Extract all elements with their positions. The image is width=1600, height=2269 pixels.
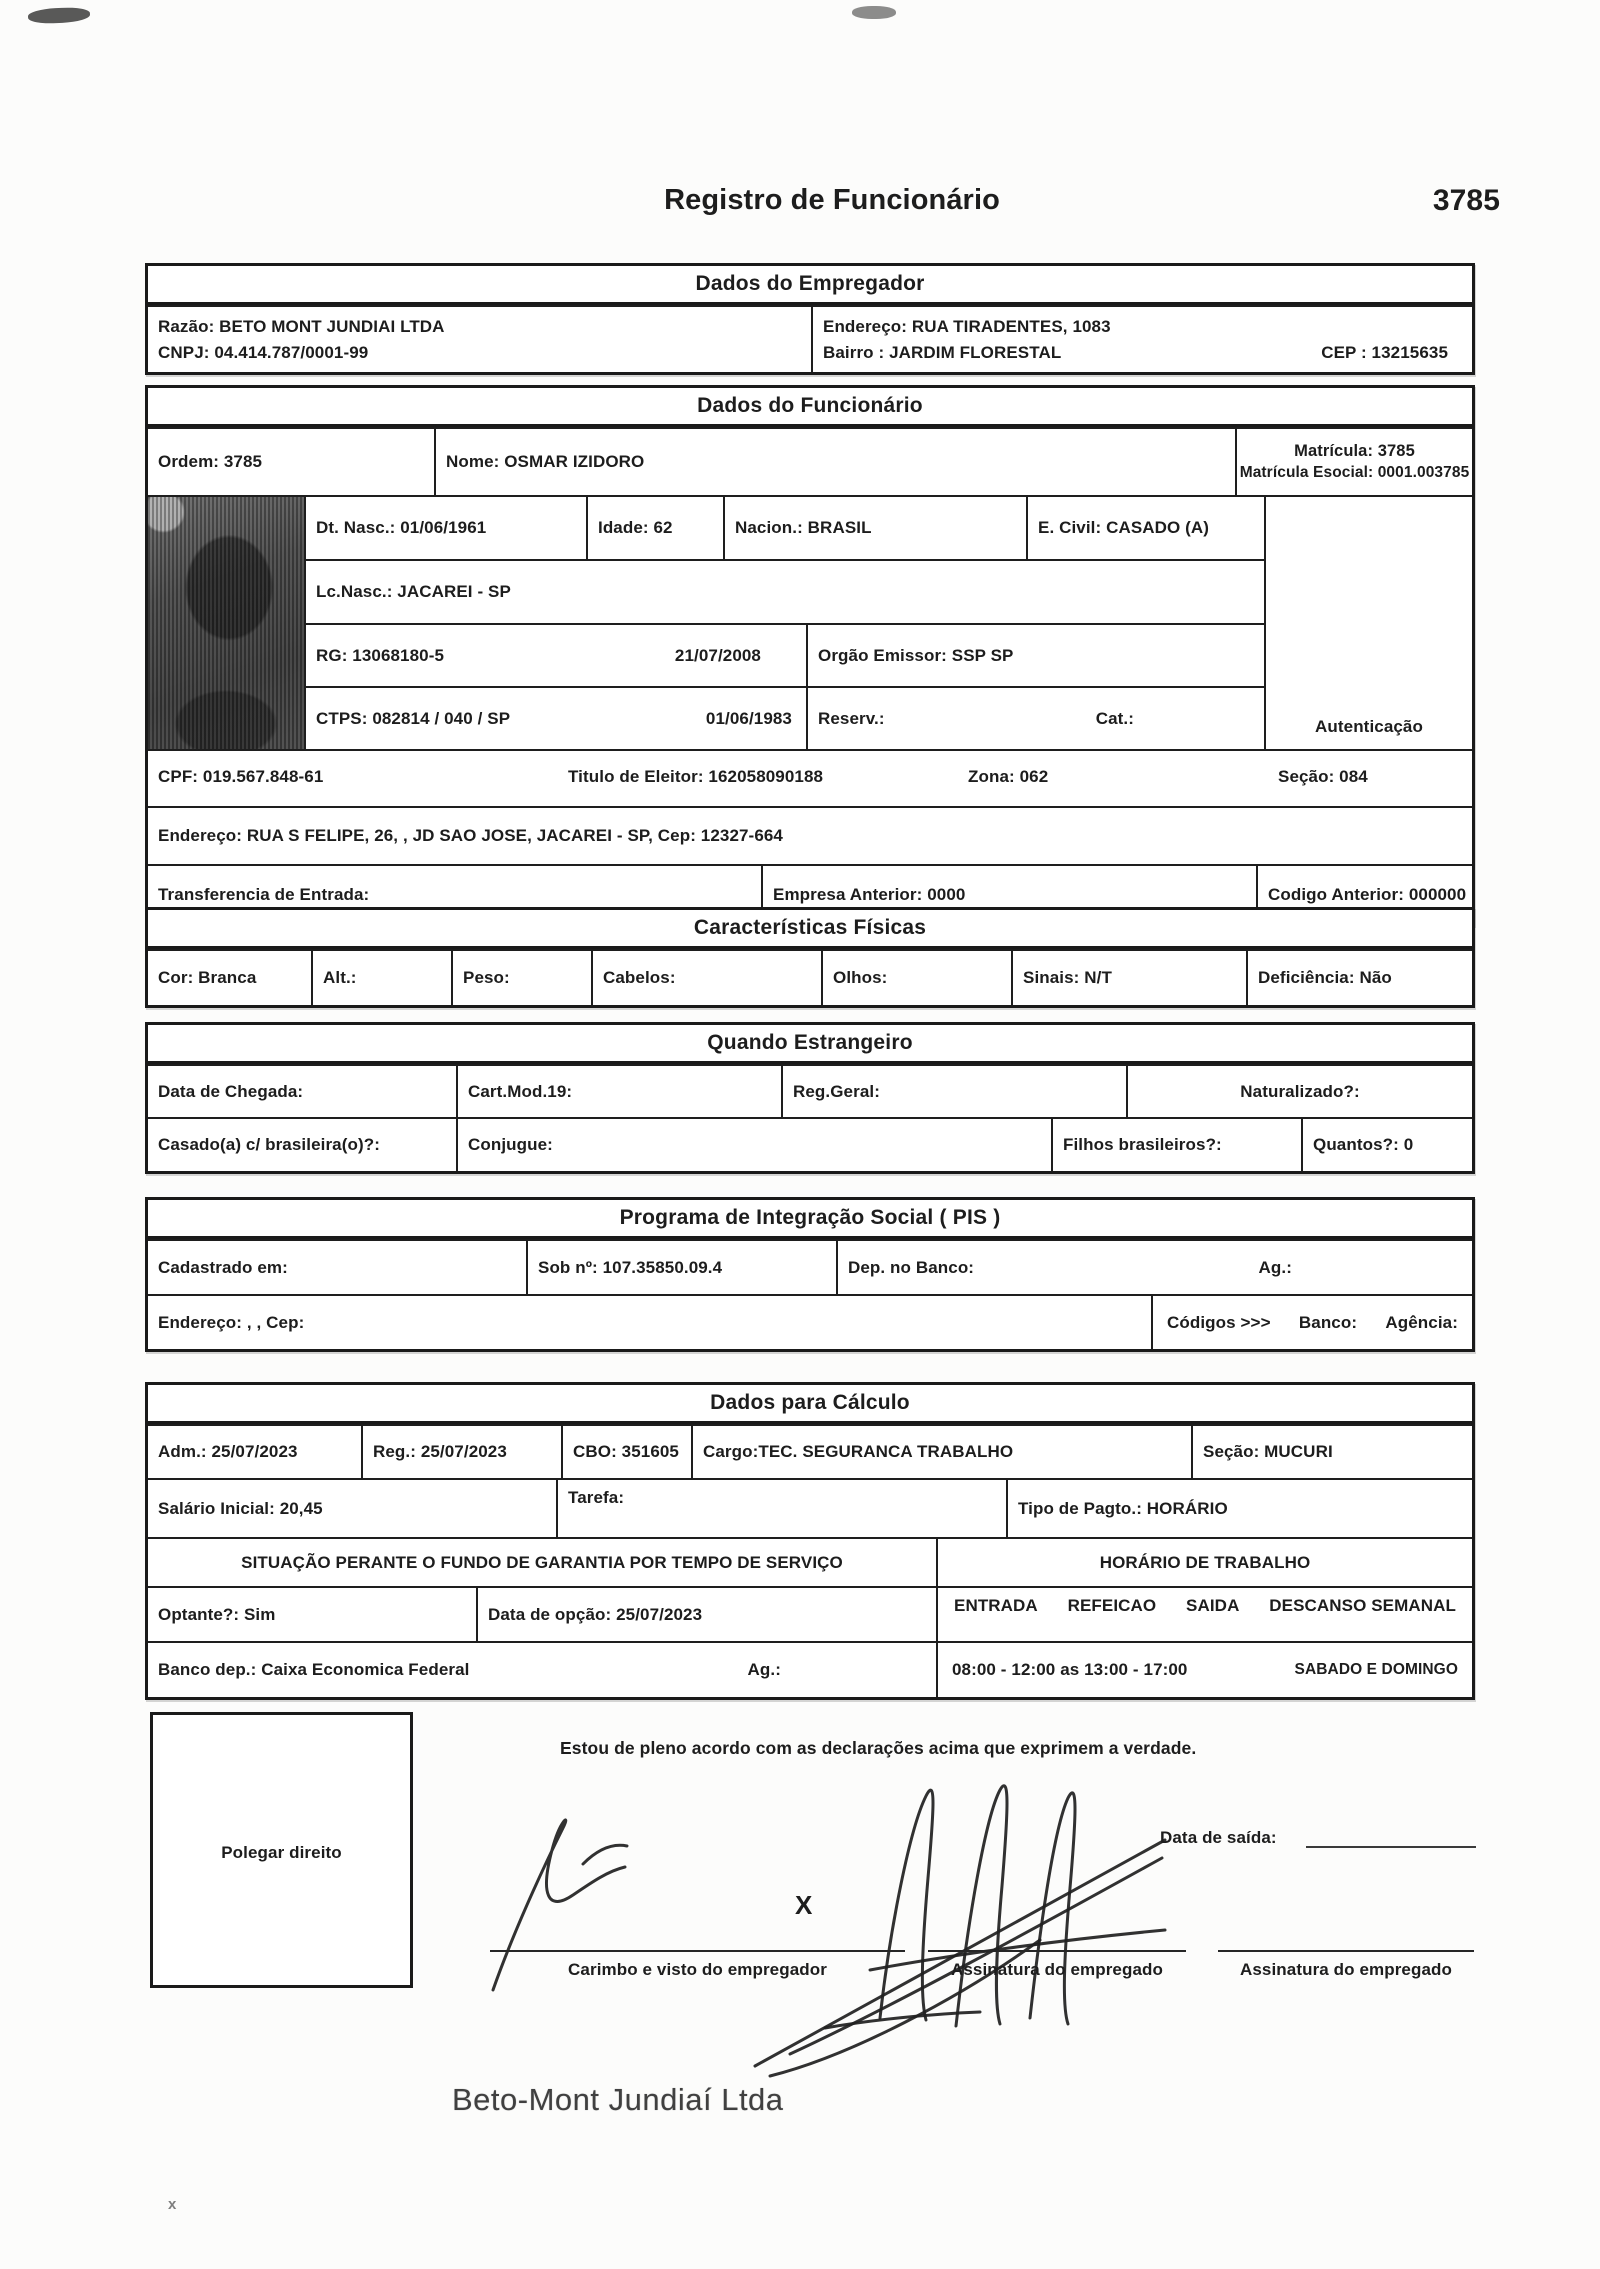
cnpj-field: CNPJ: 04.414.787/0001-99 [158,342,369,362]
quantos-field: Quantos?: 0 [1313,1135,1414,1154]
endereco-empregador-field: Endereço: RUA TIRADENTES, 1083 [823,316,1111,336]
cbo-field: CBO: 351605 [573,1442,679,1461]
nacionalidade-field: Nacion.: BRASIL [735,518,872,537]
cabelos-field: Cabelos: [603,968,676,987]
polegar-direito-label: Polegar direito [221,1843,342,1862]
horario-trabalho-header: HORÁRIO DE TRABALHO [1099,1552,1311,1572]
zona-eleitoral-field: Zona: 062 [968,767,1049,786]
scan-artifact [28,6,91,24]
cep-field: CEP : 13215635 [1321,342,1448,362]
agencia-pis-field: Ag.: [1258,1257,1292,1277]
declaracao-text: Estou de pleno acordo com as declarações acima que exprimem a verdade. [560,1738,1197,1758]
filhos-brasileiros-field: Filhos brasileiros?: [1063,1135,1222,1154]
section-title: Dados para Cálculo [148,1385,1472,1424]
secao-field: Seção: MUCURI [1203,1442,1333,1461]
transferencia-field: Transferencia de Entrada: [158,884,370,904]
col-refeicao: REFEICAO [1067,1596,1157,1615]
agencia-label: Agência: [1385,1312,1458,1332]
admissao-field: Adm.: 25/07/2023 [158,1442,298,1461]
assinatura-empregado-caption-center: Assinatura do empregado [950,1960,1163,1979]
peso-field: Peso: [463,968,510,987]
employer-signature-line [490,1950,905,1952]
endereco-pis-field: Endereço: , , Cep: [158,1312,305,1332]
section-title: Características Físicas [148,910,1472,949]
fgts-header: SITUAÇÃO PERANTE O FUNDO DE GARANTIA POR TEMPO DE SERVIÇO [241,1552,843,1572]
olhos-field: Olhos: [833,968,888,987]
employee-photo [148,497,306,749]
deficiencia-field: Deficiência: Não [1258,968,1392,987]
rg-field: RG: 13068180-5 [316,645,445,665]
col-entrada: ENTRADA [954,1596,1038,1615]
col-saida: SAIDA [1186,1596,1240,1615]
employee-signature-line-right [1218,1950,1474,1952]
categoria-field: Cat.: [1095,708,1134,728]
section-caracteristicas-fisicas [145,907,1475,1008]
employee-signature-line-center [928,1950,1186,1952]
horario-valor: 08:00 - 12:00 as 13:00 - 17:00 [952,1660,1188,1679]
codigo-anterior-field: Codigo Anterior: 000000 [1268,884,1467,904]
optante-field: Optante?: Sim [158,1604,276,1624]
reservista-field: Reserv.: [818,708,885,728]
section-dados-calculo [145,1382,1475,1700]
pis-numero-field: Sob nº: 107.35850.09.4 [538,1257,723,1277]
razao-social-field: Razão: BETO MONT JUNDIAI LTDA [158,316,445,336]
endereco-funcionario-field: Endereço: RUA S FELIPE, 26, , JD SAO JOSE, JACAREI - SP, Cep: 12327-664 [158,826,783,845]
cadastrado-em-field: Cadastrado em: [158,1257,288,1277]
sinais-field: Sinais: N/T [1023,968,1112,987]
page-title: Registro de Funcionário [664,184,1000,216]
section-title: Quando Estrangeiro [148,1025,1472,1064]
scan-artifact [852,6,896,19]
col-descanso: DESCANSO SEMANAL [1269,1596,1456,1615]
cargo-field: Cargo:TEC. SEGURANCA TRABALHO [703,1442,1014,1461]
cor-field: Cor: Branca [158,968,257,987]
ctps-field: CTPS: 082814 / 040 / SP [316,708,511,728]
secao-eleitoral-field: Seção: 084 [1278,767,1368,786]
tipo-pagto-field: Tipo de Pagto.: HORÁRIO [1018,1498,1228,1518]
conjugue-field: Conjugue: [468,1135,553,1154]
assinatura-empregado-caption-right: Assinatura do empregado [1239,1960,1452,1979]
autenticacao-label: Autenticação [1315,717,1423,736]
estado-civil-field: E. Civil: CASADO (A) [1038,518,1210,537]
company-stamp-text: Beto-Mont Jundiaí Ltda [452,2082,784,2117]
registro-field: Reg.: 25/07/2023 [373,1442,507,1461]
ordem-field: Ordem: 3785 [158,452,263,471]
section-dados-empregador [145,263,1475,375]
tarefa-field: Tarefa: [568,1488,625,1507]
reg-geral-field: Reg.Geral: [793,1081,880,1101]
section-title: Programa de Integração Social ( PIS ) [148,1200,1472,1239]
dep-banco-field: Dep. no Banco: [848,1257,975,1277]
data-nascimento-field: Dt. Nasc.: 01/06/1961 [316,518,487,537]
section-pis [145,1197,1475,1352]
document-number: 3785 [1432,184,1500,217]
employee-signature [730,1768,1200,2078]
data-saida-line [1306,1846,1476,1848]
agencia-deposito-field: Ag.: [747,1660,781,1679]
banco-label: Banco: [1298,1312,1358,1332]
banco-deposito-field: Banco dep.: Caixa Economica Federal [158,1660,470,1679]
rg-data-field: 21/07/2008 [674,645,761,665]
data-chegada-field: Data de Chegada: [158,1081,304,1101]
data-saida-label: Data de saída: [1160,1828,1277,1847]
empresa-anterior-field: Empresa Anterior: 0000 [773,884,966,904]
naturalizado-field: Naturalizado?: [1240,1081,1360,1101]
cart-mod19-field: Cart.Mod.19: [468,1081,573,1101]
idade-field: Idade: 62 [598,518,673,537]
section-dados-funcionario [145,385,1475,926]
section-quando-estrangeiro [145,1022,1475,1174]
descanso-valor: SABADO E DOMINGO [1294,1661,1458,1678]
polegar-direito-box [150,1712,413,1988]
bairro-field: Bairro : JARDIM FLORESTAL [823,342,1062,362]
titulo-eleitor-field: Titulo de Eleitor: 162058090188 [568,767,824,786]
codigos-label: Códigos >>> [1167,1312,1271,1332]
nome-field: Nome: OSMAR IZIDORO [446,452,645,471]
cpf-field: CPF: 019.567.848-61 [158,767,324,786]
section-title: Dados do Empregador [148,266,1472,305]
casado-brasileira-field: Casado(a) c/ brasileira(o)?: [158,1135,380,1154]
autenticacao-cell [1264,497,1472,749]
ctps-data-field: 01/06/1983 [705,708,792,728]
orgao-emissor-field: Orgão Emissor: SSP SP [818,645,1014,665]
matricula-field: Matrícula: 3785 [1294,442,1415,460]
local-nascimento-field: Lc.Nasc.: JACAREI - SP [316,582,511,601]
matricula-esocial-field: Matrícula Esocial: 0001.003785 [1239,464,1470,481]
scan-artifact-x: x [168,2196,177,2213]
data-opcao-field: Data de opção: 25/07/2023 [488,1604,703,1624]
carimbo-caption: Carimbo e visto do empregador [568,1960,827,1979]
section-title: Dados do Funcionário [148,388,1472,427]
altura-field: Alt.: [323,968,357,987]
salario-inicial-field: Salário Inicial: 20,45 [158,1498,323,1518]
x-mark: X [795,1890,813,1920]
